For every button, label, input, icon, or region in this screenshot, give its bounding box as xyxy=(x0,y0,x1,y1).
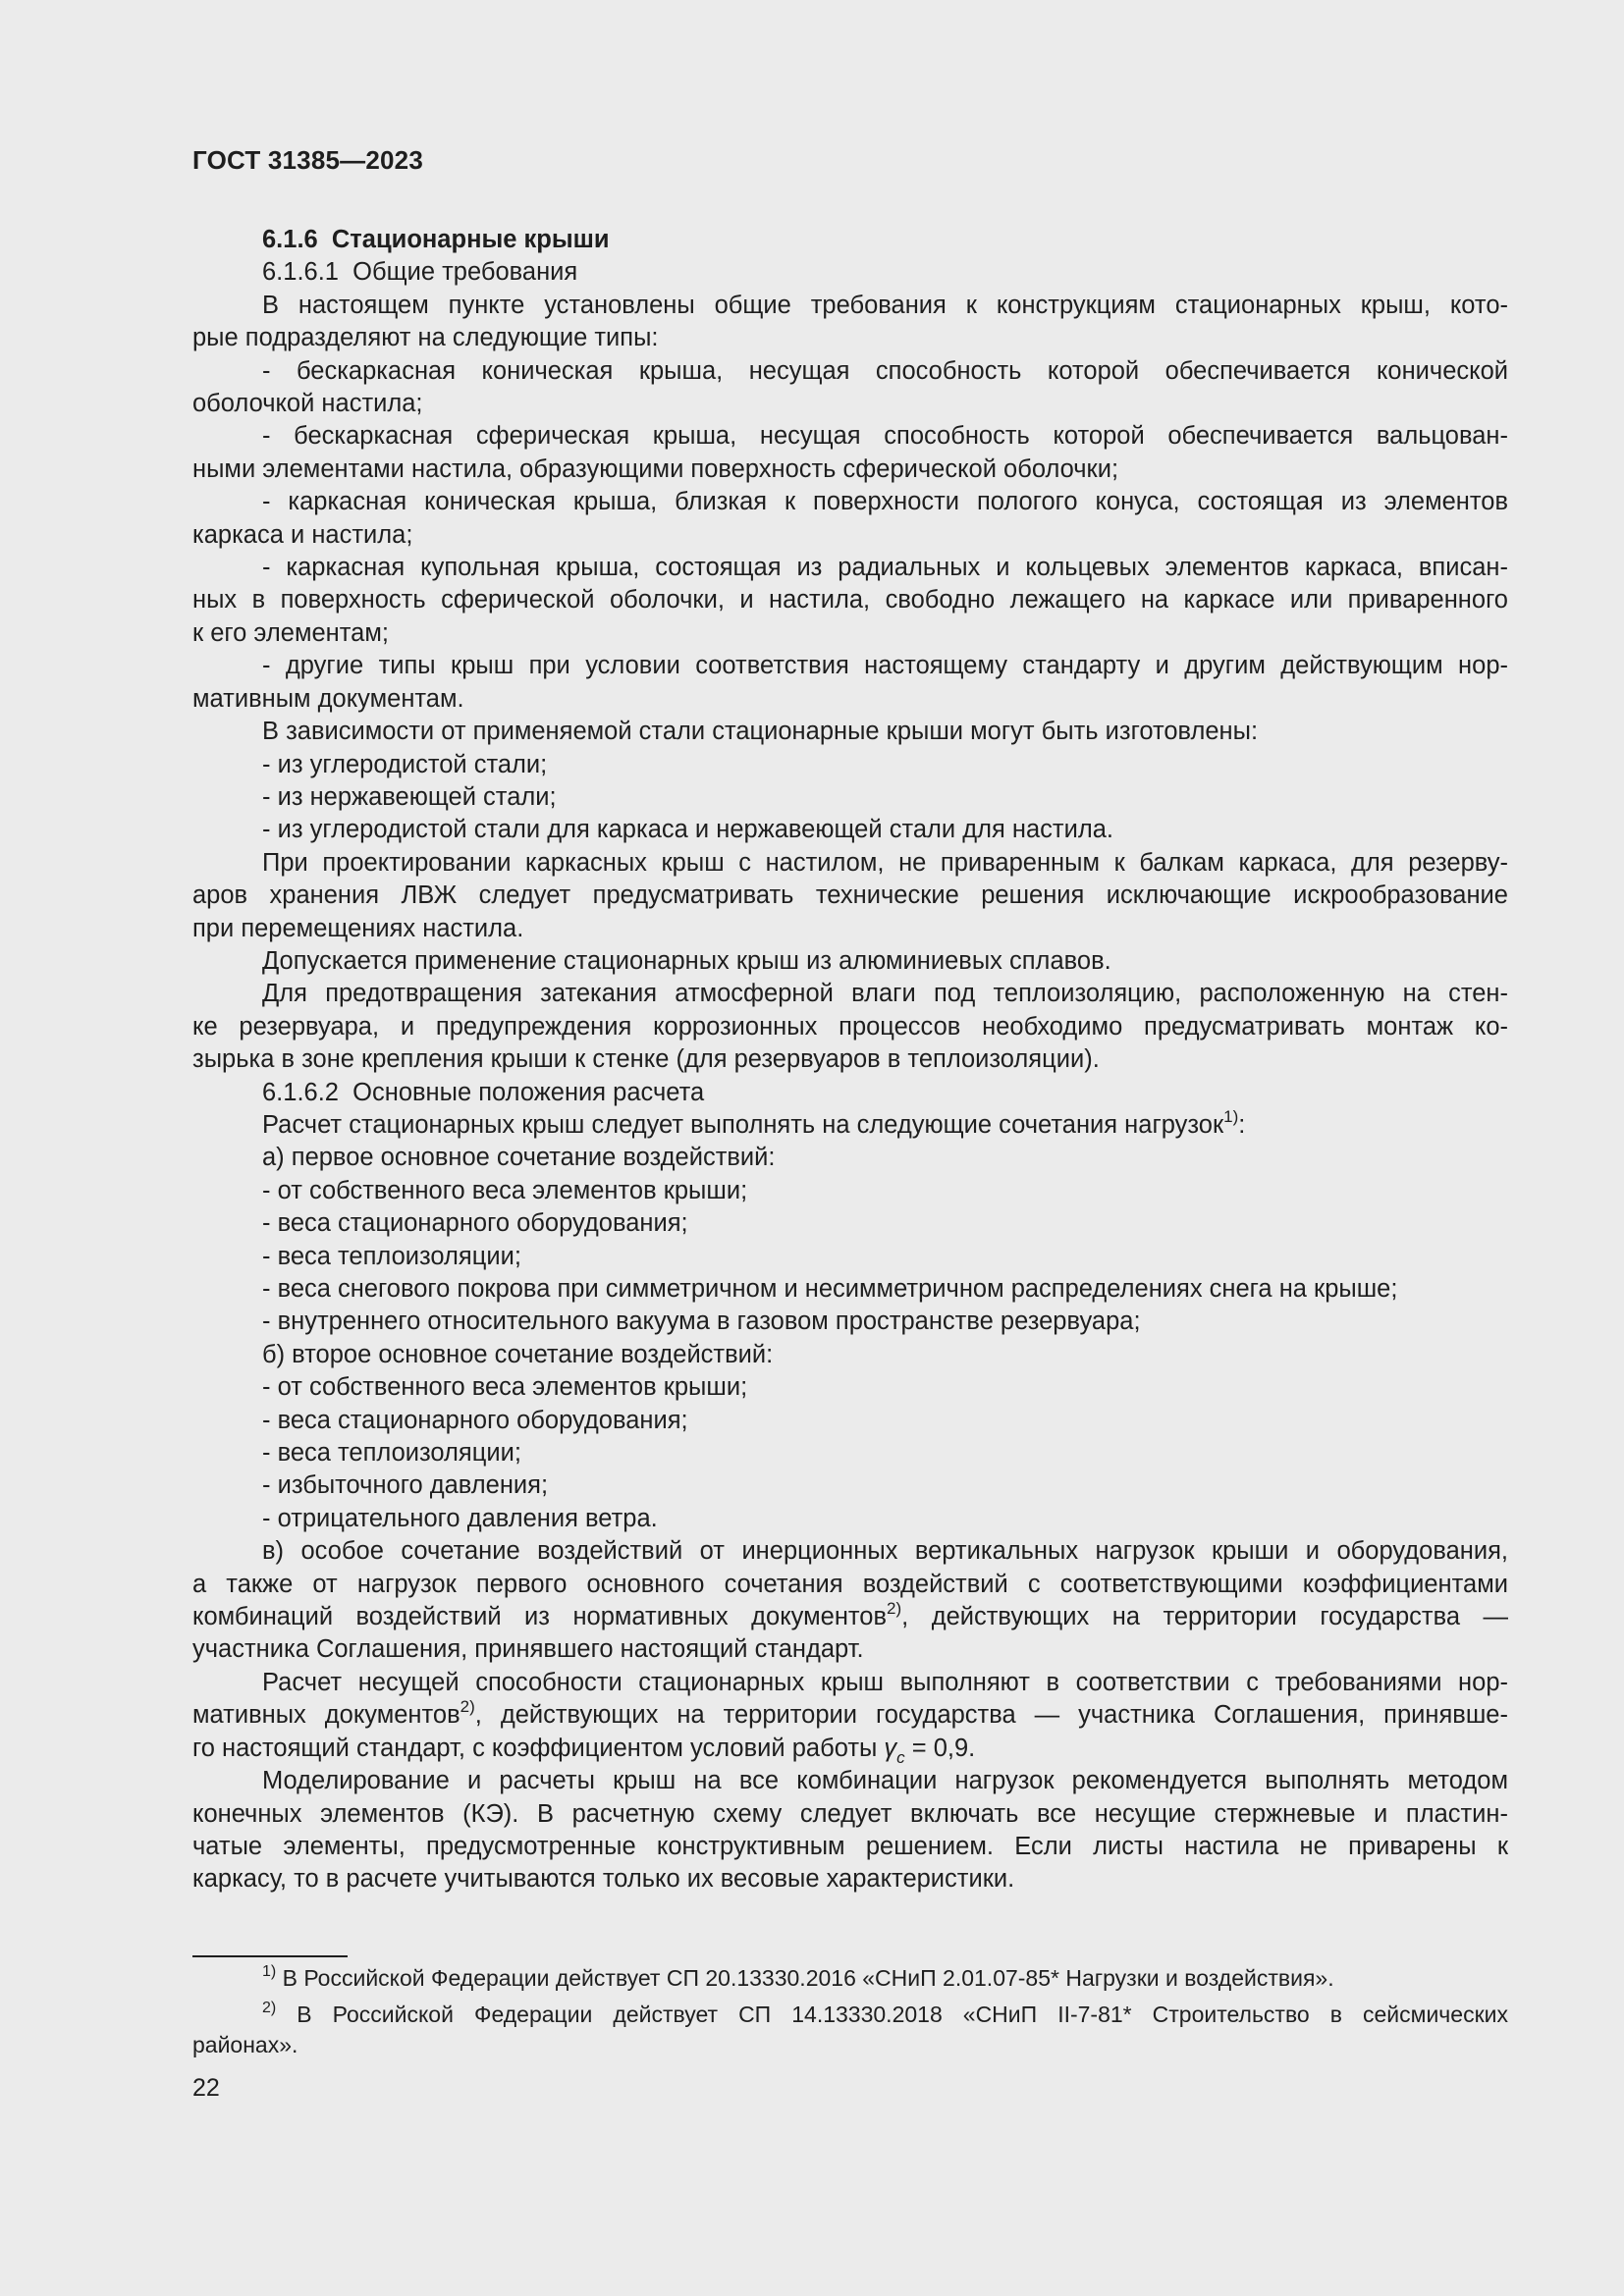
text-line: оболочкой настила; xyxy=(192,390,423,418)
text-span: , действующих на территории государства — участника Соглашения, принявше- xyxy=(474,1701,1508,1730)
text-line: а также от нагрузок первого основного сочетания воздействий с соответствующими коэффициентами xyxy=(192,1570,1508,1598)
text-line: рые подразделяют на следующие типы: xyxy=(192,324,659,352)
footnote-text: В Российской Федерации действует СП 14.13330.2018 «СНиП II-7-81* Строительство в сейсмических xyxy=(276,2002,1508,2027)
text-line: зырька в зоне крепления крыши к стенке (для резервуаров в теплоизоляции). xyxy=(192,1045,1100,1074)
footnote-mark: 2) xyxy=(262,2000,277,2016)
document-header: ГОСТ 31385—2023 xyxy=(192,145,423,175)
list-item: - каркасная коническая крыша, близкая к поверхности пологого конуса, состоящая из элементов xyxy=(262,488,1508,516)
list-item: - внутреннего относительного вакуума в газовом пространстве резервуара; xyxy=(262,1308,1141,1336)
text-line xyxy=(192,1106,1508,1142)
text-line: ных в поверхность сферической оболочки, и настила, свободно лежащего на каркасе или приваренного xyxy=(192,586,1508,614)
footnote-ref[interactable]: 1) xyxy=(1223,1106,1239,1126)
list-item: - бескаркасная коническая крыша, несущая способность которой обеспечивается конической xyxy=(262,356,1508,385)
text-line: В настоящем пункте установлены общие требования к конструкциям стационарных крыш, кото- xyxy=(262,291,1508,319)
subsection-number: 6.1.6.2 xyxy=(262,1078,339,1106)
footnote-ref[interactable]: 2) xyxy=(887,1599,902,1619)
list-item: - из нержавеющей стали; xyxy=(262,782,557,811)
text-line: В зависимости от применяемой стали стационарные крыши могут быть изготовлены: xyxy=(262,718,1259,746)
footnote-text: В Российской Федерации действует СП 20.13330.2016 «СНиП 2.01.07-85* Нагрузки и воздействия». xyxy=(276,1965,1334,1991)
text-span: комбинаций воздействий из нормативных документов xyxy=(192,1603,888,1631)
text-line: конечных элементов (КЭ). В расчетную схему следует включать все несущие стержневые и пластин- xyxy=(192,1799,1508,1828)
text-line xyxy=(192,1699,1508,1732)
text-span: мативных документов xyxy=(192,1701,460,1730)
text-line: в) особое сочетание воздействий от инерционных вертикальных нагрузок крыши и оборудования, xyxy=(262,1537,1508,1566)
subsection-heading xyxy=(192,1077,1508,1109)
section-title: Стационарные крыши xyxy=(331,226,610,253)
list-item: - из углеродистой стали; xyxy=(262,750,548,778)
text-line: При проектировании каркасных крыш с настилом, не приваренным к балкам каркаса, для резерву- xyxy=(262,848,1508,877)
gamma-symbol xyxy=(884,1734,905,1767)
subsection-title: Общие требования xyxy=(352,258,578,287)
text-line: при перемещениях настила. xyxy=(192,914,524,942)
text-span: = 0,9. xyxy=(904,1734,976,1762)
list-item: - веса стационарного оборудования; xyxy=(262,1209,688,1238)
list-item: - веса теплоизоляции; xyxy=(262,1439,521,1468)
text-line: ке резервуара, и предупреждения коррозионных процессов необходимо предусматривать монтаж ко- xyxy=(192,1012,1508,1041)
subsection-number: 6.1.6.1 xyxy=(262,258,339,287)
text-line: ными элементами настила, образующими поверхность сферической оболочки; xyxy=(192,454,1119,483)
section-heading xyxy=(192,224,1508,256)
text-line: Допускается применение стационарных крыш из алюминиевых сплавов. xyxy=(262,946,1111,975)
main-content xyxy=(192,224,1508,1896)
list-item: - бескаркасная сферическая крыша, несущая способность которой обеспечивается вальцован- xyxy=(262,422,1508,451)
text-line: Для предотвращения затекания атмосферной влаги под теплоизоляцию, расположенную на стен- xyxy=(262,980,1508,1008)
text-span: го настоящий стандарт, с коэффициентом условий работы xyxy=(192,1734,885,1762)
text-line: к его элементам; xyxy=(192,618,389,647)
list-item: - веса стационарного оборудования; xyxy=(262,1406,688,1434)
list-item: - от собственного веса элементов крыши; xyxy=(262,1176,748,1204)
list-item: - отрицательного давления ветра. xyxy=(262,1504,658,1532)
text-line: Расчет несущей способности стационарных крыш выполняют в соответствии с требованиями нор- xyxy=(262,1668,1508,1696)
list-item: - каркасная купольная крыша, состоящая из радиальных и кольцевых элементов каркаса, вписан- xyxy=(262,554,1508,582)
gamma-letter: γ xyxy=(884,1734,897,1762)
list-item: - веса снегового покрова при симметричном и несимметричном распределениях снега на крыше; xyxy=(262,1275,1398,1303)
text-span: , действующих на территории государства — xyxy=(901,1603,1508,1631)
footnote-separator xyxy=(192,1955,348,1957)
list-item: - другие типы крыш при условии соответствия настоящему стандарту и другим действующим нор- xyxy=(262,652,1508,680)
text-line xyxy=(192,1601,1508,1633)
footnote-line: районах». xyxy=(192,2032,298,2057)
footnote-2 xyxy=(192,2000,1508,2060)
list-item: - от собственного веса элементов крыши; xyxy=(262,1373,748,1402)
footnote-ref[interactable]: 2) xyxy=(460,1697,475,1717)
footnote-line xyxy=(192,2000,1508,2030)
list-item: - веса теплоизоляции; xyxy=(262,1242,521,1270)
footnote-1 xyxy=(192,1963,1508,1994)
text-line: Моделирование и расчеты крыш на все комбинации нагрузок рекомендуется выполнять методом xyxy=(262,1767,1508,1795)
text-line: каркасу, то в расчете учитываются только их весовые характеристики. xyxy=(192,1865,1015,1894)
gamma-subscript: c xyxy=(896,1747,905,1767)
text-line: аров хранения ЛВЖ следует предусматривать технические решения исключающие искрообразование xyxy=(192,881,1508,910)
text-span: : xyxy=(1238,1110,1246,1139)
text-line: мативным документам. xyxy=(192,684,464,713)
list-heading: б) второе основное сочетание воздействий: xyxy=(262,1340,774,1368)
footnote-mark: 1) xyxy=(262,1963,277,1980)
list-item: - из углеродистой стали для каркаса и нержавеющей стали для настила. xyxy=(262,816,1113,844)
section-number: 6.1.6 xyxy=(262,226,318,253)
list-item: - избыточного давления; xyxy=(262,1471,549,1500)
subsection-heading xyxy=(192,256,1508,289)
text-line: чатые элементы, предусмотренные конструктивным решением. Если листы настила не приварены к xyxy=(192,1832,1508,1860)
text-line xyxy=(192,1733,1508,1765)
page-number: 22 xyxy=(192,2074,220,2102)
subsection-title: Основные положения расчета xyxy=(352,1078,705,1106)
footnotes xyxy=(192,1963,1508,2060)
text-line: участника Соглашения, принявшего настоящий стандарт. xyxy=(192,1635,864,1664)
list-heading: а) первое основное сочетание воздействий: xyxy=(262,1144,776,1172)
text-span: Расчет стационарных крыш следует выполнять на следующие сочетания нагрузок xyxy=(262,1110,1224,1139)
text-line: каркаса и настила; xyxy=(192,520,413,549)
